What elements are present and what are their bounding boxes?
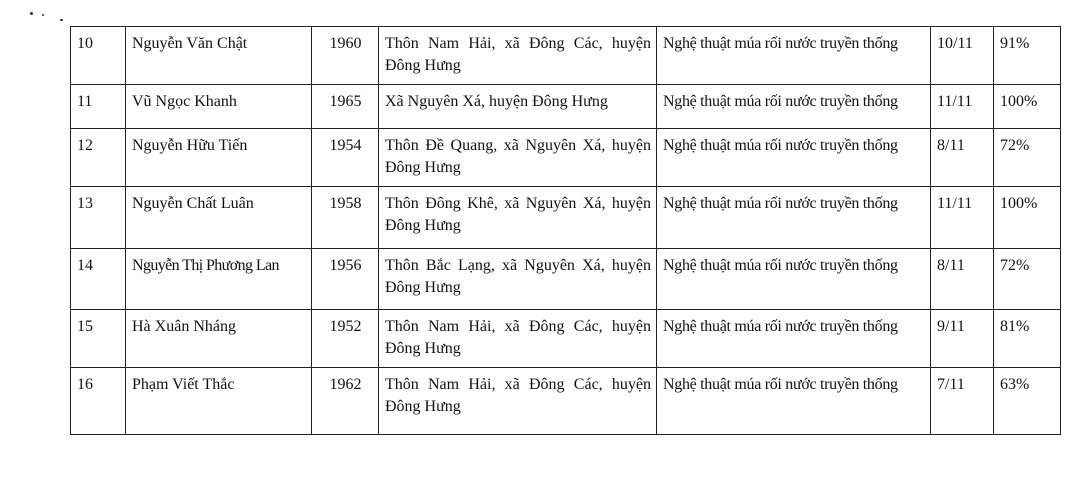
art-field: Nghệ thuật múa rối nước truyền thống xyxy=(657,187,931,249)
row-index: 11 xyxy=(71,85,126,129)
address: Thôn Nam Hải, xã Đông Các, huyện Đông Hưng xyxy=(379,368,657,435)
percent: 72% xyxy=(994,249,1061,310)
row-index: 16 xyxy=(71,368,126,435)
person-name: Phạm Viết Thắc xyxy=(126,368,312,435)
table-row xyxy=(71,27,1061,85)
percent: 91% xyxy=(994,27,1061,85)
percent: 81% xyxy=(994,310,1061,368)
table-row xyxy=(71,310,1061,368)
records-table xyxy=(70,26,1061,435)
birth-year: 1965 xyxy=(312,85,379,129)
address: Thôn Đề Quang, xã Nguyên Xá, huyện Đông Hưng xyxy=(379,129,657,187)
address: Thôn Nam Hải, xã Đông Các, huyện Đông Hưng xyxy=(379,310,657,368)
row-index: 10 xyxy=(71,27,126,85)
score: 10/11 xyxy=(931,27,994,85)
person-name: Vũ Ngọc Khanh xyxy=(126,85,312,129)
row-index: 15 xyxy=(71,310,126,368)
percent: 63% xyxy=(994,368,1061,435)
art-field: Nghệ thuật múa rối nước truyền thống xyxy=(657,310,931,368)
art-field: Nghệ thuật múa rối nước truyền thống xyxy=(657,368,931,435)
scan-speck xyxy=(60,19,63,21)
score: 11/11 xyxy=(931,85,994,129)
birth-year: 1952 xyxy=(312,310,379,368)
table-row xyxy=(71,249,1061,310)
score: 8/11 xyxy=(931,249,994,310)
percent: 100% xyxy=(994,187,1061,249)
birth-year: 1962 xyxy=(312,368,379,435)
birth-year: 1954 xyxy=(312,129,379,187)
birth-year: 1956 xyxy=(312,249,379,310)
scan-speck xyxy=(30,12,33,15)
address: Xã Nguyên Xá, huyện Đông Hưng xyxy=(379,85,657,129)
table-row xyxy=(71,129,1061,187)
birth-year: 1960 xyxy=(312,27,379,85)
row-index: 13 xyxy=(71,187,126,249)
row-index: 12 xyxy=(71,129,126,187)
score: 7/11 xyxy=(931,368,994,435)
scan-speck xyxy=(42,14,44,16)
address: Thôn Đông Khê, xã Nguyên Xá, huyện Đông Hưng xyxy=(379,187,657,249)
art-field: Nghệ thuật múa rối nước truyền thống xyxy=(657,249,931,310)
percent: 100% xyxy=(994,85,1061,129)
table-row xyxy=(71,187,1061,249)
table-row xyxy=(71,368,1061,435)
score: 11/11 xyxy=(931,187,994,249)
address: Thôn Nam Hải, xã Đông Các, huyện Đông Hưng xyxy=(379,27,657,85)
table-row xyxy=(71,85,1061,129)
person-name: Nguyễn Chất Luân xyxy=(126,187,312,249)
person-name: Nguyễn Hữu Tiến xyxy=(126,129,312,187)
art-field: Nghệ thuật múa rối nước truyền thống xyxy=(657,129,931,187)
art-field: Nghệ thuật múa rối nước truyền thống xyxy=(657,27,931,85)
score: 8/11 xyxy=(931,129,994,187)
person-name: Nguyễn Thị Phương Lan xyxy=(126,249,312,310)
birth-year: 1958 xyxy=(312,187,379,249)
percent: 72% xyxy=(994,129,1061,187)
art-field: Nghệ thuật múa rối nước truyền thống xyxy=(657,85,931,129)
person-name: Nguyễn Văn Chật xyxy=(126,27,312,85)
person-name: Hà Xuân Nháng xyxy=(126,310,312,368)
address: Thôn Bắc Lạng, xã Nguyên Xá, huyện Đông Hưng xyxy=(379,249,657,310)
row-index: 14 xyxy=(71,249,126,310)
score: 9/11 xyxy=(931,310,994,368)
